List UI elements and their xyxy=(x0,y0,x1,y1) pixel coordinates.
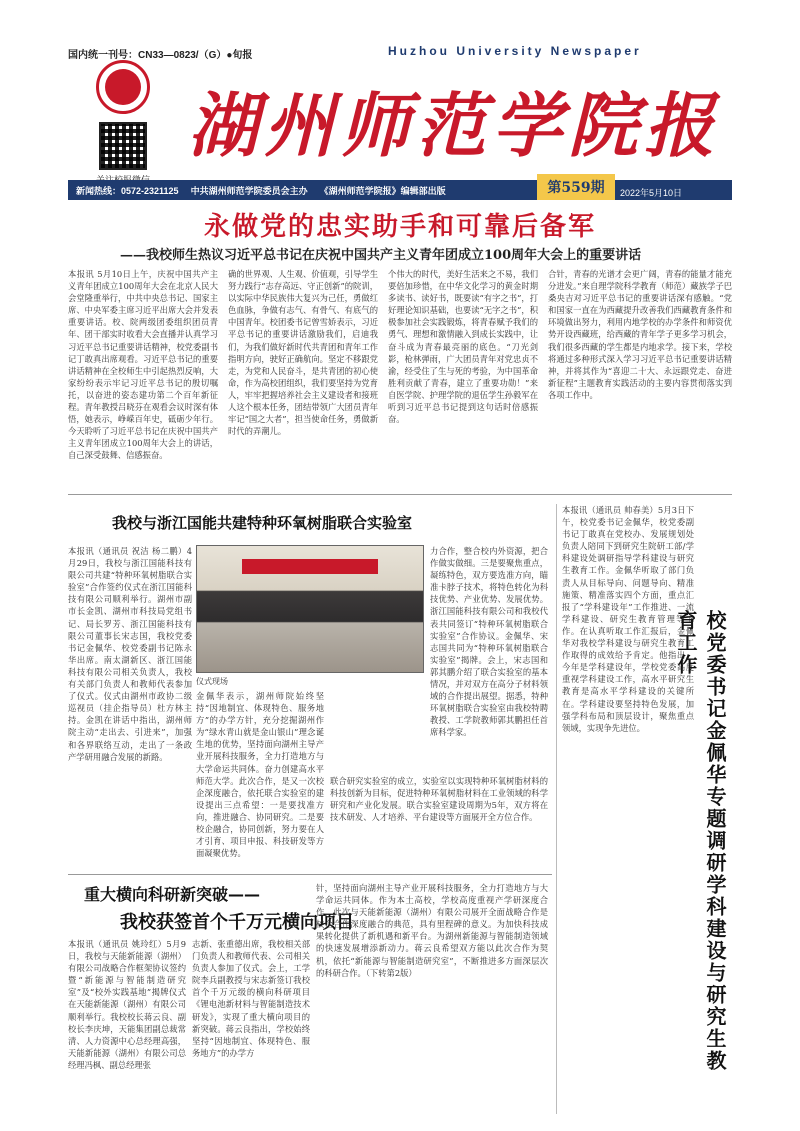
lead-column-2: 确的世界观、人生观、价值观，引导学生努力践行“志存高远、守正创新”的院训，以实际中华民族伟大复兴为己任，勇做红色血脉，争做有志气、有骨气、有底气的中国青年。校团委书记曾雪娇表示，习近平总书记的重要讲话激励我们，启迪我们，为我们做好新时代共青团和青年工作指明方向，驶好正确航向。坚定不移跟党走，为党和人民奋斗，是共青团的初心使命，作为高校团组织，我们要坚持为党育人，牢牢把握培养社会主义建设者和接班人这个根本任务，团结带领广大团员青年牢记“国之大者”，担当使命任务，勇做新时代的弄潮儿。 xyxy=(228,269,378,437)
logo-block xyxy=(88,60,158,186)
lab-story-title: 我校与浙江国能共建特种环氧树脂联合实验室 xyxy=(112,514,413,532)
bottom-story-title: 我校获签首个千万元横向项目 xyxy=(120,912,354,933)
party-story-vertical-title: 校党委书记金佩华专题调研学科建设与研究生教育工作 xyxy=(674,610,727,1072)
issue-date: 2022年5月10日 xyxy=(620,188,683,198)
bottom-story-column-1: 本报讯（通讯员 姚玲红）5月9日，我校与天能新能源（湖州）有限公司战略合作框架协议签约暨“新能源与智能制造研究室”及“校外实践基地”揭牌仪式在天能新能源（湖州）有限公司顺利举行。我校校长蒋云良、副校长李庆坤，天能集团副总裁常清、人力资源中心总经理高强，天能新能源（湖州）有限公司总经理冯枫、副总经理张 xyxy=(68,939,186,1070)
lead-subhead: ——我校师生热议习近平总书记在庆祝中国共产主义青年团成立100周年大会上的重要讲话 xyxy=(120,248,642,263)
party-story-column: 本报讯（通讯员 帅春美）5月3日下午，校党委书记金佩华，校党委副书记丁敢真在党校办、发展规划处负责人陪同下到研究生院研工部/学科建设处调研指导学科建设与研究生教育工作。金佩华听取了部门负责人从目标导向、问题导向、精准施策、精准落实四个方面，重点汇报了“学科建设年”工作推进、一流学科建设、研究生教育管理等工作。在认真听取工作汇报后，金佩华对我校学科建设与研究生教育工作取得的成效给予肯定。他指出，今年是学科建设年，学校党委高度重视学科建设工作，高水平研究生教育是高水平学科建设的关键所在。学科建设要坚持特色发展，加强学科布局和顶层设计，聚焦重点领域，实现争先进位。 xyxy=(562,505,694,733)
bottom-story-kicker: 重大横向科研新突破—— xyxy=(84,885,261,904)
masthead xyxy=(68,42,732,192)
lab-story-column-3: 力合作，整合校内外资源，把合作做实做细。三是要聚焦重点，凝练特色，双方要选准方向，瞄准卡脖子技术，将特色转化为科技优势、产业优势、发展优势。浙江国能科技有限公司和我校代表共同签订“特种环氧树脂联合实验室”合作协议。金佩华、宋志国共同为“特种环氧树脂联合实验室”揭牌。会上，宋志国和郭其鹏介绍了联合实验室的基本情况，并对双方在高分子材料领域的合作提出展望。据悉，特种环氧树脂联合实验室由我校特聘教授、工学院教师郭其鹏担任首席科学家。 xyxy=(430,546,548,738)
bottom-story-column-2: 志新、张重德出席，我校相关部门负责人和教师代表、公司相关负责人参加了仪式。会上，工学院李兵副教授与宋志新签订我校首个千万元级的横向科研项目《锂电池新材料与智能制造技术研发》，实现了重大横向项目的新突破。蒋云良指出，学校始终坚持“因地制宜、体现特色、服务地方”的办学方 xyxy=(192,939,310,1058)
university-seal-icon xyxy=(96,60,150,114)
lab-story-column-1: 本报讯（通讯员 祝洁 杨二鹏）4月29日，我校与浙江国能科技有限公司共建“特种环氧树脂联合实验室”合作签约仪式在浙江国能科技有限公司顺利举行。湖州市副市长金凯、湖州市科技局党组书记、局长罗芳、浙江国能科技有限公司董事长宋志国，我校党委书记金佩华、校党委副书记陈永华出席。南太湖新区、浙江国能科技有限公司相关负责人，我校有关部门负责人和教师代表参加了仪式。仪式由湖州市政协二级巡视员（挂企指导员）杜方林主持。金凯在讲话中指出，湖州师院主动“走出去、引进来”，加强和各界联络互动，走出了一条政产学研用融合发展的新路。 xyxy=(68,546,192,762)
photo-banner xyxy=(242,559,378,574)
english-name: Huzhou University Newspaper xyxy=(388,44,642,58)
section-divider xyxy=(68,494,732,495)
photo-caption: 仪式现场 xyxy=(196,677,228,686)
hotline: 新闻热线：0572-2321125 xyxy=(76,185,179,196)
lab-story-column-2: 金佩华表示，湖州师院始终坚持“因地制宜、体现特色、服务地方”的办学方针，充分挖掘湖州作为“绿水青山就是金山银山”理念诞生地的优势，坚持面向湖州主导产业开展科技服务，全力打造地方与大学命运共同体。奋力创建高水平师范大学。此次合作，是又一次校企深度融合，依托联合实验室的建设提出三点希望：一是要找准方向，推进融合、协同研究。二是要校企融合，协同创新，努力要在人才引育、项目申报、科技研发等方面凝聚优势。 xyxy=(196,691,324,859)
issue-number: 第559期 xyxy=(537,174,615,200)
lead-column-3: 个伟大的时代，美好生活来之不易，我们要倍加珍惜，在中华文化学习的黄金时期多读书、读好书，既要读“有字之书”，打好理论知识基础，也要读“无字之书”，积极参加社会实践锻炼，将青春赋予我们的勇气、理想和激情融入到成长实践中，让奋斗成为青春最亮丽的底色。“刀光剑影，枪林弹雨，广大团员青年对党忠贞不渝，经受住了生与死的考验，为中国革命胜利贡献了青春，建立了重要功勋！”来自医学院、护理学院的退伍学生孙毅军在听到习近平总书记提到这句话时倍感振奋。 xyxy=(388,269,538,425)
bottom-story-column-3: 针，坚持面向湖州主导产业开展科技服务，全力打造地方与大学命运共同体。作为本土高校，学校高度重视产学研深度合作，此次与天能新能源（湖州）有限公司展开全面战略合作是校企合作深度融合的典范，具有里程碑的意义。为加快科技成果转化提供了新机遇和新平台。为湖州新能源与智能制造领域的快速发展增添新动力。蒋云良希望双方能以此次合作为契机，依托“新能源与智能制造研究室”，不断推进多方面深层次的科研合作。（下转第2版） xyxy=(316,883,548,978)
lab-story-column-4: 联合研究实验室的成立，实验室以实现特种环氧树脂材料的科技创新为目标，促进特种环氧树脂材料在工业领域的科学研究和产业化发展。联合实验室建设周期为5年，双方将在技术研发、人才培养、平台建设等方面展开全方位合作。 xyxy=(330,776,548,823)
sponsor: 中共湖州师范学院委员会主办 xyxy=(190,185,308,196)
qr-code-icon xyxy=(99,122,147,170)
registration-line: 国内统一刊号：CN33—0823/（G）●旬报 xyxy=(68,50,253,61)
publisher: 《湖州师范学院报》编辑部出版 xyxy=(319,185,446,196)
lead-column-1: 本报讯 5月10日上午，庆祝中国共产主义青年团成立100周年大会在北京人民大会堂隆重举行，中共中央总书记、国家主席、中央军委主席习近平出席大会并发表重要讲话。校、院两级团委组织团员青年、团干部实时收看大会直播并认真学习习近平总书记重要讲话精神，校党委副书记丁敢真出席观看。习近平总书记的重要讲话精神在全校师生中引起热烈反响，大家纷纷表示牢记习近平总书记的殷切嘱托，以奋进的姿态建功第二个百年新征程。青年教授吕晓芬在观看会议时深有体悟，她表示，峥嵘百年史，砥砺少年行。今天聆听了习近平总书记在庆祝中国共产主义青年团成立100周年大会上的讲话，自己深受鼓舞、信感振奋。 xyxy=(68,269,218,461)
lead-headline: 永做党的忠实助手和可靠后备军 xyxy=(203,212,596,242)
section-divider-2 xyxy=(68,874,552,875)
lab-story-photo xyxy=(196,545,424,673)
lead-column-4: 合针，青春的光谱才会更广阔，青春的能量才能充分进发。”来自理学院科学教育（师范）藏族学子巴桑央吉对习近平总书记的重要讲话深有感触。“党和国家一直在为西藏提升改善我们西藏教育条件和环境做出努力，利用内地学校的办学条件和师资优势开设西藏班，给西藏的青年学子更多学习机会，我们很多西藏的学生都是内地求学。接下来，学校将通过多种形式深入学习习近平总书记重要讲话精神，并将其作为“喜迎二十大、永远跟党走、奋进新征程”主题教育实践活动的主要内容贯彻落实到各项工作中。 xyxy=(548,269,732,400)
newspaper-title: 湖州师范学院报 xyxy=(188,84,720,167)
column-divider xyxy=(556,504,557,1114)
